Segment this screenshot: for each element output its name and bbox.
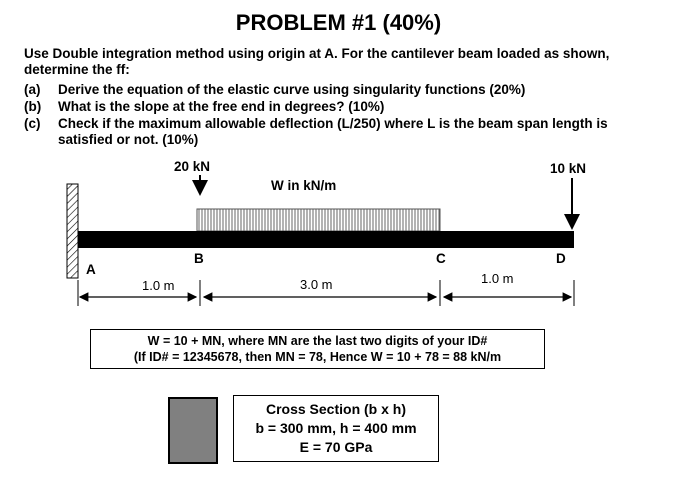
- problem-intro: Use Double integration method using origin at A. For the cantilever beam loaded as shown, determine the ff:: [24, 46, 610, 77]
- point-a-label: A: [86, 262, 96, 277]
- question-b-label: (b): [24, 99, 42, 114]
- dim-ab-label: 1.0 m: [142, 278, 175, 293]
- cross-section-properties: [233, 395, 439, 462]
- section-title: Cross Section (b x h): [265, 401, 407, 417]
- question-a-label: (a): [24, 82, 41, 97]
- load-b-label: 20 kN: [174, 159, 211, 174]
- w-formula-line1: W = 10 + MN, where MN are the last two digits of your ID#: [147, 334, 488, 348]
- point-d-label: D: [556, 251, 566, 266]
- distributed-load-block: [197, 209, 440, 231]
- dim-cd-label: 1.0 m: [481, 271, 514, 286]
- point-b-label: B: [194, 251, 204, 266]
- point-c-label: C: [436, 251, 446, 266]
- cross-section-shape: [168, 397, 218, 464]
- udl-label: W in kN/m: [271, 178, 337, 193]
- question-c-text: Check if the maximum allowable deflection (L/250) where L is the beam span length is satisfied or not. (10%): [58, 116, 608, 147]
- problem-title: PROBLEM #1 (40%): [235, 10, 442, 35]
- section-dimensions: b = 300 mm, h = 400 mm: [255, 420, 417, 436]
- question-a-text: Derive the equation of the elastic curve using singularity functions (20%): [58, 82, 526, 97]
- load-d-label: 10 kN: [550, 161, 587, 176]
- w-formula-box: [90, 329, 545, 369]
- question-c-label: (c): [24, 116, 41, 131]
- section-modulus: E = 70 GPa: [299, 439, 373, 455]
- beam: [78, 231, 574, 248]
- dim-bc-label: 3.0 m: [300, 277, 333, 292]
- beam-diagram: [0, 150, 677, 310]
- w-formula-line2: (If ID# = 12345678, then MN = 78, Hence W = 10 + 78 = 88 kN/m: [133, 350, 502, 364]
- question-b-text: What is the slope at the free end in degrees? (10%): [58, 99, 385, 114]
- fixed-support-wall: [67, 184, 78, 278]
